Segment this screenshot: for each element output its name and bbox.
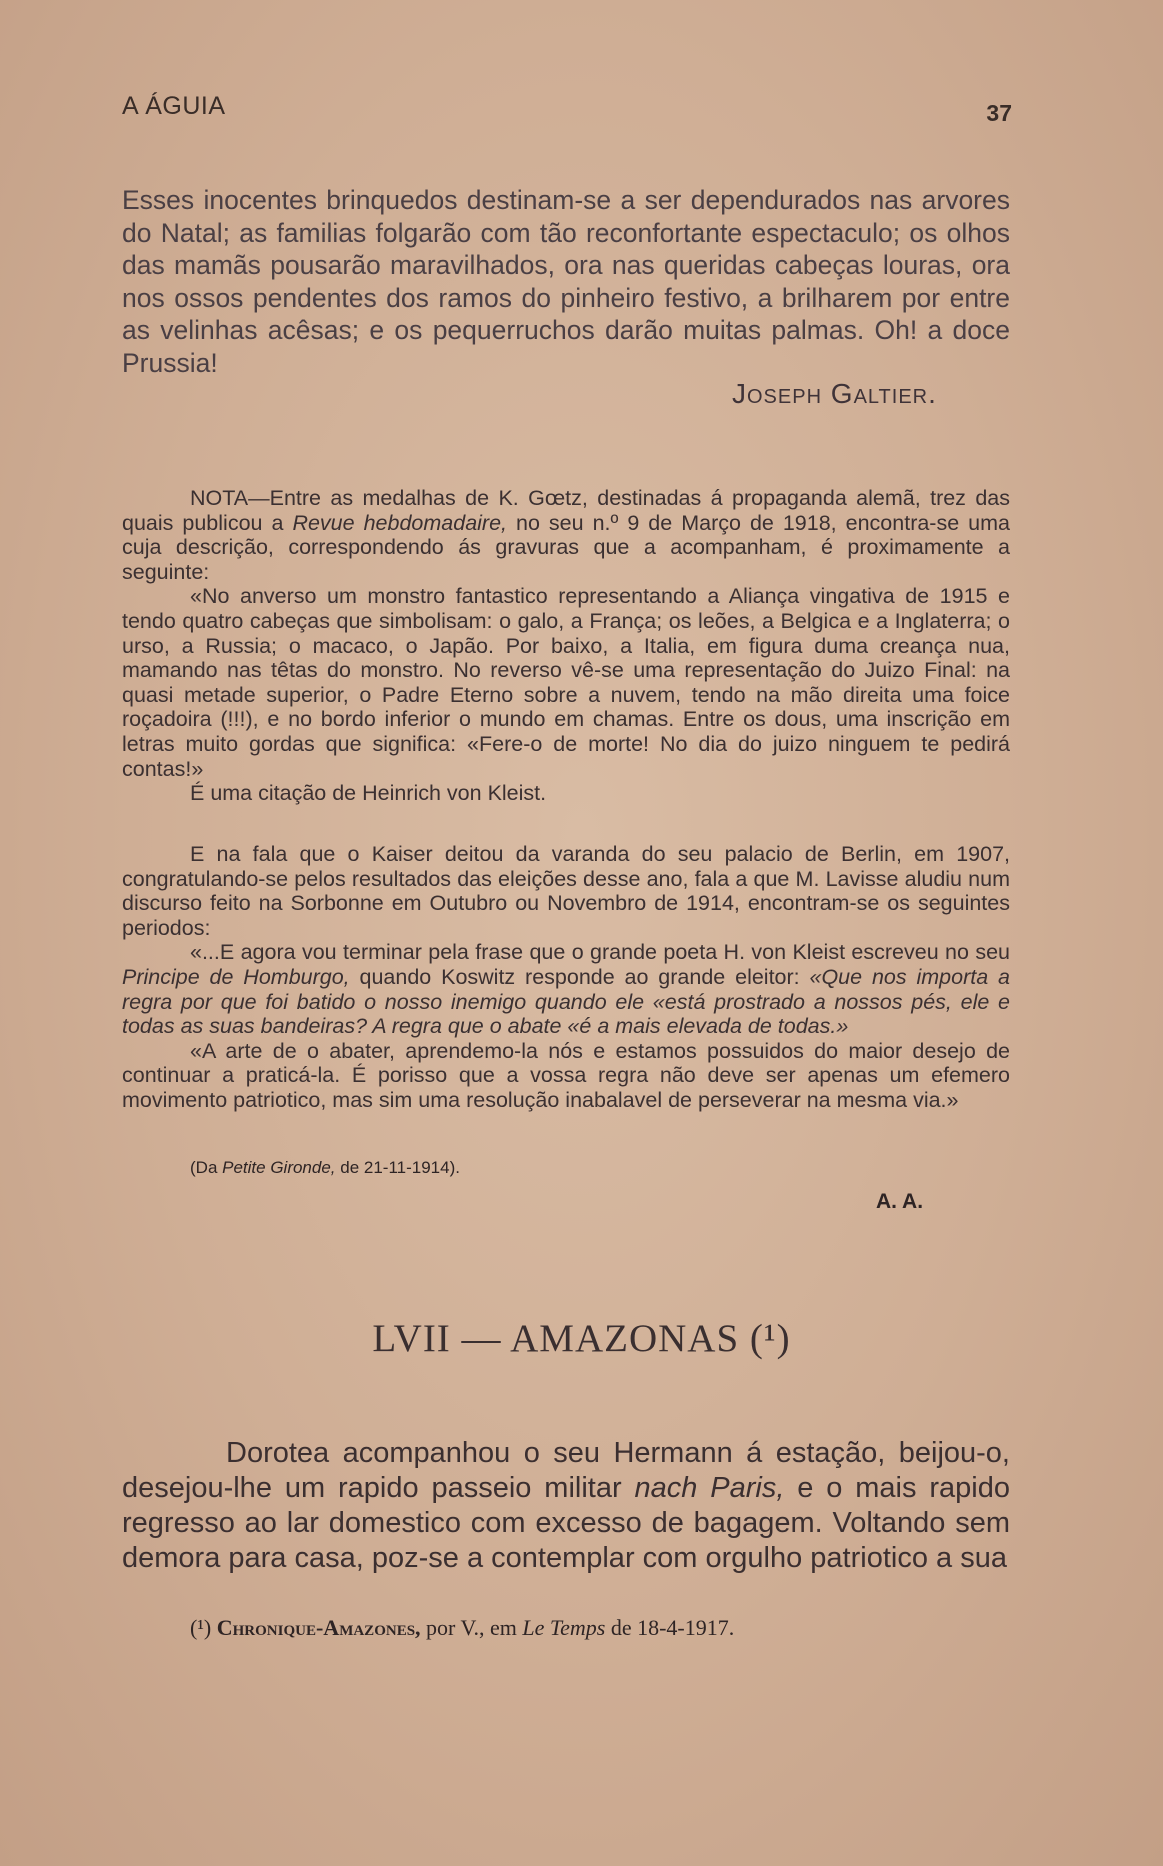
newspaper-name: Petite Gironde, — [222, 1158, 336, 1177]
source-citation — [190, 1158, 460, 1178]
newspaper-name: Le Temps — [522, 1615, 606, 1640]
paragraph-galtier: Esses inocentes brinquedos destinam-se a ser dependurados nas arvores do Natal; as familias folgarão com tão reconfortante espectaculo; os olhos das mamãs pousarão maravilhados, ora nas queridas cabeças louras, ora nos ossos pendentes dos ramos do pinheiro festivo, a brilharem por entre as velinhas acêsas; e os pequerruchos darão muitas palmas. Oh! a doce Prussia! — [122, 185, 1010, 378]
author-signature: Joseph Galtier. — [732, 378, 937, 409]
footnote-marker: (¹) — [190, 1615, 212, 1640]
note-text: no seu n.º 9 de Março de 1918, encontra-se uma cuja descrição, correspondendo ás gravuras que a acompanham, é proximamente a seguinte: — [122, 510, 1010, 584]
footnote-text: de 18-4-1917. — [605, 1615, 735, 1640]
source-text: (Da — [190, 1158, 223, 1177]
footnote-title: Chronique-Amazones, — [216, 1615, 421, 1640]
note-paragraph-1 — [122, 486, 1010, 584]
work-title: Principe de Homburgo, — [122, 964, 350, 989]
amazonas-text — [122, 1436, 1010, 1576]
note-paragraph-6: «A arte de o abater, aprendemo-la nós e estamos possuidos do maior desejo de continuar a praticá-la. É porisso que a vossa regra não deve ser apenas um efemero movimento patriotico, mas sim uma resolução inabalavel de perseverar na mesma via.» — [122, 1038, 1010, 1112]
running-header — [122, 92, 1012, 132]
author-initials: A. A. — [876, 1190, 924, 1213]
body-text: Dorotea acompanhou o seu Hermann á estação, beijou-o, desejou-lhe um rapido passeio militar — [122, 1437, 1010, 1504]
footnote — [190, 1615, 734, 1641]
italic-phrase: nach Paris, — [634, 1472, 785, 1504]
note-paragraph-2: «No anverso um monstro fantastico representando a Aliança vingativa de 1915 e tendo quatro cabeças que simbolisam: o galo, a França; os leões, a Belgica e a Inglaterra; o urso, a Russia; o macaco, o Japão. Por baixo, a Italia, em figura duma creança nua, mamando nas têtas do monstro. No reverso vê-se uma representação do Juizo Final: na quasi metade superior, o Padre Eterno sobre a nuvem, tendo na mão direita uma foice roçadoira (!!!), e no bordo inferior o mundo em chamas. Entre os dous, uma inscrição em letras muito gordas que significa: «Fere-o de morte! No dia do juizo ninguem te pedirá contas!» — [122, 584, 1010, 781]
note-paragraph-5 — [122, 940, 1010, 1038]
note-paragraph-3: É uma citação de Heinrich von Kleist. — [190, 781, 547, 806]
source-text: de 21-11-1914). — [335, 1158, 460, 1177]
note-text: quando Koswitz responde ao grande eleitor: — [349, 964, 810, 989]
note-text: NOTA—Entre as medalhas de K. Gœtz, destinadas á propaganda alemã, trez das quais publicou a — [122, 486, 1010, 535]
section-title: LVII — AMAZONAS (¹) — [372, 1317, 791, 1360]
amazonas-paragraph — [122, 1436, 1010, 1576]
note-text: «...E agora vou terminar pela frase que o grande poeta H. von Kleist escreveu no seu — [190, 940, 1010, 965]
body-text: e o mais rapido regresso ao lar domestico com excesso de bagagem. Voltando sem demora para casa, poz-se a contemplar com orgulho patriotico a sua — [122, 1472, 1010, 1574]
kaiser-block — [122, 842, 1010, 1113]
quotation: «Que nos importa a regra por que foi batido o nosso inemigo quando ele «está prostrado a nossos pés, ele e todas as suas bandeiras? A regra que o abate «é a mais elevada de todas.» — [122, 964, 1010, 1039]
page-number: 37 — [986, 100, 1012, 126]
note-paragraph-4: E na fala que o Kaiser deitou da varanda do seu palacio de Berlin, em 1907, congratulando-se pelos resultados das eleições desse ano, fala a que M. Lavisse aludiu num discurso feito na Sorbonne em Outubro ou Novembro de 1914, encontram-se os seguintes periodos: — [122, 842, 1010, 940]
journal-title: A ÁGUIA — [122, 92, 226, 120]
note-block — [122, 486, 1010, 806]
footnote-text: por V., em — [420, 1615, 523, 1640]
journal-name: Revue hebdomadaire, — [292, 510, 508, 535]
